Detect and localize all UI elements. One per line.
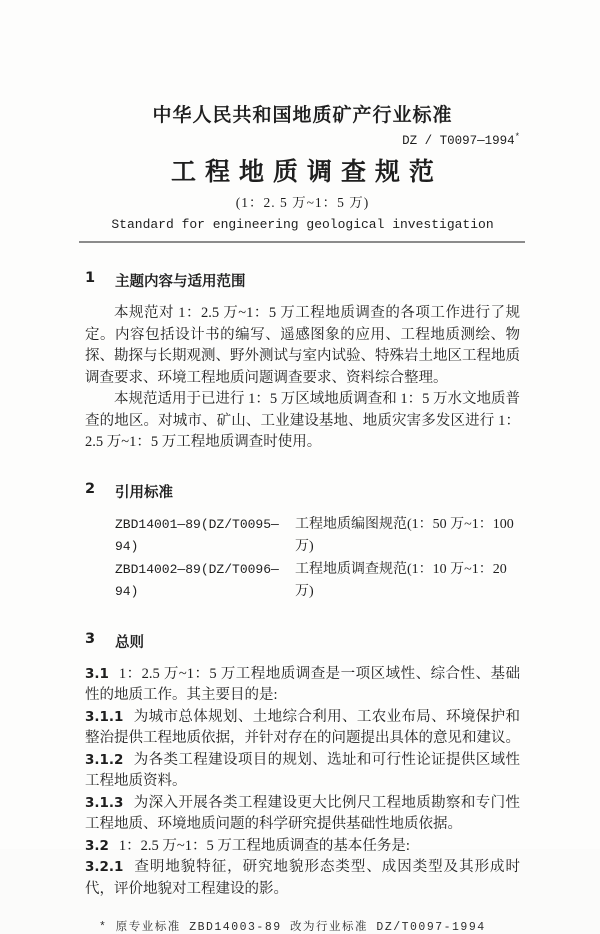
section-number: 2	[85, 480, 96, 497]
section-2	[85, 481, 520, 604]
section-2-heading	[85, 481, 520, 502]
clause	[85, 857, 520, 900]
document-header	[85, 100, 520, 243]
clause-number: 3.1.1	[85, 708, 124, 725]
standard-org-line: 中华人民共和国地质矿产行业标准	[152, 105, 453, 126]
clause	[85, 707, 520, 750]
section-3-body	[85, 664, 520, 901]
standard-code-text: DZ / T0097—1994	[402, 134, 515, 149]
reference-code: ZBD14001—89(DZ/T0095—94)	[115, 516, 279, 555]
paragraph: 本规范适用于已进行 1：5 万区域地质调查和 1：5 万水文地质普查的地区。对城市、矿山、工业建设基地、地质灾害多发区进行 1：2.5 万~1：5 万工程地质调查时使用。	[85, 391, 520, 451]
document-title-english: Standard for engineering geological investigation	[111, 217, 494, 233]
clause	[85, 836, 520, 858]
section-title: 主题内容与适用范围	[115, 274, 246, 291]
reference-row	[115, 514, 520, 559]
section-1-body	[85, 303, 520, 454]
section-number: 1	[85, 270, 96, 287]
section-title: 引用标准	[115, 484, 173, 501]
reference-row	[115, 559, 520, 604]
reference-list	[115, 514, 520, 604]
footnote: * 原专业标准 ZBD14003-89 改为行业标准 DZ/T0097-1994	[99, 921, 486, 934]
clause-number: 3.1	[85, 665, 109, 682]
section-title: 总则	[115, 634, 144, 651]
paragraph: 本规范对 1：2.5 万~1：5 万工程地质调查的各项工作进行了规定。内容包括设计书的编写、遥感图象的应用、工程地质测绘、物探、勘探与长期观测、野外测试与室内试验、特殊岩土地区工程地质调查要求、环境工程地质问题调查要求、资料综合整理。	[85, 305, 520, 386]
standard-code	[85, 132, 520, 148]
document-title: 工程地质调查规范	[170, 159, 443, 187]
clause	[85, 750, 520, 793]
clause-text: 为深入开展各类工程建设更大比例尺工程地质勘察和专门性工程地质、环境地质问题的科学研究提供基础性地质依据。	[85, 794, 520, 833]
clause-text: 为城市总体规划、土地综合利用、工农业布局、环境保护和整治提供工程地质依据，并针对存在的问题提出具体的意见和建议。	[85, 708, 520, 747]
clause-text: 为各类工程建设项目的规划、选址和可行性论证提供区域性工程地质资料。	[85, 751, 520, 790]
clause-number: 3.2	[85, 837, 109, 854]
clause-text: 1：2.5 万~1：5 万工程地质调查是一项区域性、综合性、基础性的地质工作。其主要目的是:	[85, 665, 520, 704]
section-1	[85, 270, 520, 454]
header-divider-rule	[79, 241, 525, 243]
reference-code: ZBD14002—89(DZ/T0096—94)	[115, 561, 279, 600]
footnote-marker: *	[514, 132, 520, 142]
clause	[85, 793, 520, 836]
clause-number: 3.2.1	[85, 859, 124, 876]
clause-text: 查明地貌特征，研究地貌形态类型、成因类型及其形成时代，评价地貌对工程建设的影。	[85, 859, 520, 897]
scale-note: (1：2. 5 万~1：5 万)	[235, 195, 370, 211]
clause	[85, 664, 520, 707]
section-1-heading	[85, 270, 520, 291]
reference-title: 工程地质调查规范(1：10 万~1：20 万)	[295, 561, 507, 600]
clause-number: 3.1.3	[85, 794, 124, 811]
reference-title: 工程地质编图规范(1：50 万~1：100 万)	[295, 516, 514, 555]
section-3-heading	[85, 631, 520, 652]
clause-text: 1：2.5 万~1：5 万工程地质调查的基本任务是:	[118, 837, 410, 854]
clause-number: 3.1.2	[85, 751, 124, 768]
section-number: 3	[85, 630, 96, 647]
section-3	[85, 631, 520, 901]
